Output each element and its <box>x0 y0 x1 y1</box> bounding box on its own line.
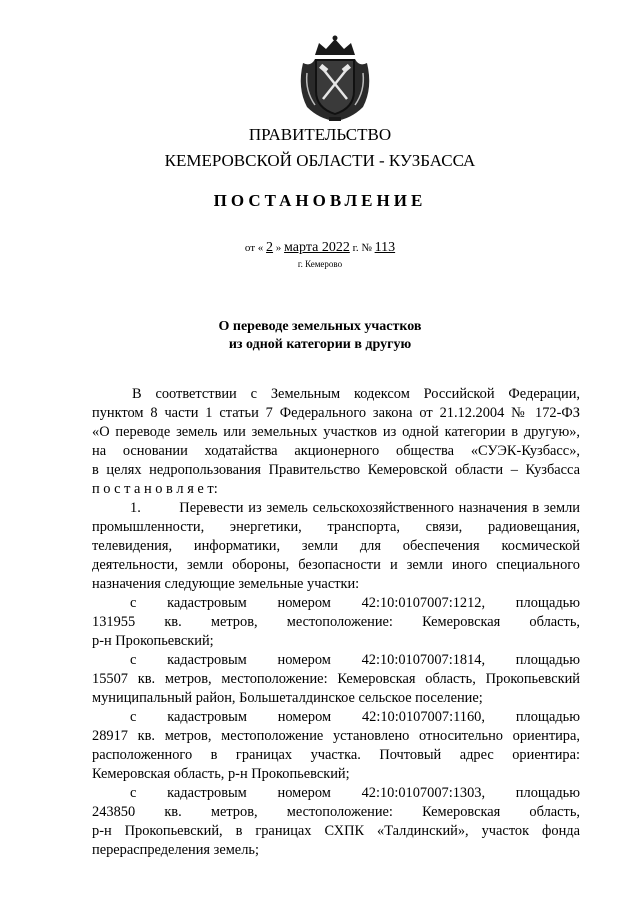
body-line: промышленности, энергетики, транспорта, связи, радиовещания, <box>92 519 580 535</box>
body-line: с кадастровым номером 42:10:0107007:1212, площадью <box>130 595 580 611</box>
body-line: 1. Перевести из земель сельскохозяйственного назначения в земли <box>130 500 580 516</box>
date-suffix: г. <box>352 242 359 254</box>
org-line-2: КЕМЕРОВСКОЙ ОБЛАСТИ - КУЗБАССА <box>164 151 476 170</box>
date-day: 2 <box>266 240 274 255</box>
body-line: В соответствии с Земельным кодексом Российской Федерации, <box>132 386 580 402</box>
body-line: п о с т а н о в л я е т: <box>92 481 218 497</box>
date-number-line <box>0 240 640 256</box>
body-line: 28917 кв. метров, местоположение установлено относительно ориентира, <box>92 728 580 744</box>
body-line: 15507 кв. метров, местоположение: Кемеровская область, Прокопьевский <box>92 671 580 687</box>
body-line: расположенного в границах участка. Почтовый адрес ориентира: <box>92 747 580 763</box>
body-line: в целях недропользования Правительство Кемеровской области – Кузбасса <box>92 462 580 478</box>
date-mid: » <box>275 242 282 254</box>
body-line: 131955 кв. метров, местоположение: Кемеровская область, <box>92 614 580 630</box>
subject-line-2: из одной категории в другую <box>228 337 412 352</box>
body-line: 243850 кв. метров, местоположение: Кемеровская область, <box>92 804 580 820</box>
date-prefix: от « <box>244 242 264 254</box>
subject-line-1: О переводе земельных участков <box>218 319 422 334</box>
body-line: с кадастровым номером 42:10:0107007:1303, площадью <box>130 785 580 801</box>
city: г. Кемерово <box>297 259 343 269</box>
body-line: назначения следующие земельные участки: <box>92 576 360 592</box>
coat-of-arms-emblem <box>293 33 377 123</box>
date-month-year: марта 2022 <box>284 240 350 255</box>
body-line: перераспределения земель; <box>92 842 259 858</box>
body-line: телевидения, информатики, земли для обеспечения космической <box>92 538 580 554</box>
body-line: с кадастровым номером 42:10:0107007:1160, площадью <box>130 709 580 725</box>
body-line: деятельности, земли обороны, безопасности и земли иного специального <box>92 557 580 573</box>
body-line: пунктом 8 части 1 статьи 7 Федерального закона от 21.12.2004 № 172-ФЗ <box>92 405 580 421</box>
document-type: ПОСТАНОВЛЕНИЕ <box>213 191 427 210</box>
org-line-1: ПРАВИТЕЛЬСТВО <box>248 125 392 144</box>
body-line: с кадастровым номером 42:10:0107007:1814, площадью <box>130 652 580 668</box>
number-sign: № <box>361 242 372 254</box>
body-line: р-н Прокопьевский, в границах СХПК «Талдинский», участок фонда <box>92 823 580 839</box>
body-line: Кемеровская область, р-н Прокопьевский; <box>92 766 350 782</box>
body-line: «О переводе земель или земельных участков из одной категории в другую», <box>92 424 580 440</box>
document-number: 113 <box>374 240 396 255</box>
body-line: р-н Прокопьевский; <box>92 633 214 649</box>
body-line: на основании ходатайства акционерного общества «СУЭК-Кузбасс», <box>92 443 580 459</box>
body-line: муниципальный район, Большеталдинское сельское поселение; <box>92 690 483 706</box>
